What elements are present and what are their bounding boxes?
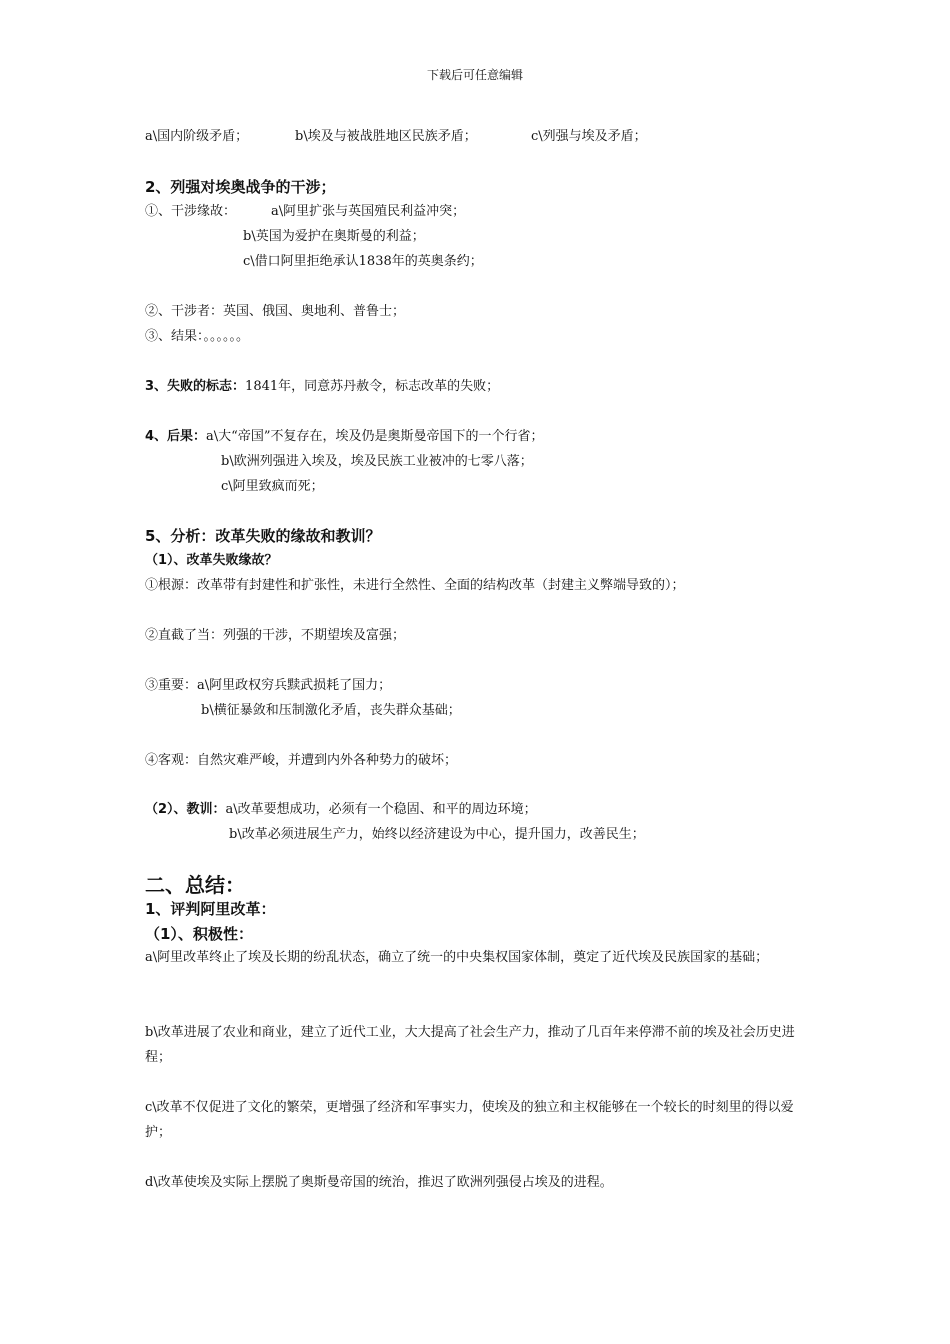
failure-reasons-title: （1）、改革失败缘故？ [145, 553, 278, 568]
section-4 [145, 428, 543, 446]
section-3 [145, 378, 499, 396]
section-3-label: 3、失败的标志： [145, 379, 246, 394]
summary-evaluation-title: 1、评判阿里改革： [145, 900, 276, 918]
direct-cause: ②直截了当：列强的干涉，不期望埃及富强； [145, 628, 406, 643]
objective-cause: ④客观：自然灾难严峻，并遭到内外各种势力的破坏； [145, 753, 458, 768]
main-cause-b: b\横征暴敛和压制激化矛盾，丧失群众基础； [201, 703, 461, 718]
section-2-title: 2、列强对埃奥战争的干涉； [145, 178, 336, 196]
intervention-reason-b: b\英国为爱护在奥斯曼的利益； [243, 229, 425, 244]
summary-point-b: b\改革进展了农业和商业，建立了近代工业，大大提高了社会生产力，推动了几百年来停滞不前的埃及社会历史进程； [145, 1025, 795, 1065]
intervention-result: ③、结果：。。。。。。 [145, 329, 250, 344]
intervention-reason-label: ①、干涉缘故： [145, 204, 237, 219]
lesson-a: a\改革要想成功，必须有一个稳固、和平的周边环境； [225, 802, 537, 817]
intervention-reason-c: c\借口阿里拒绝承认1838年的英奥条约； [243, 254, 483, 269]
consequence-c: c\阿里致疯而死； [221, 479, 324, 494]
summary-positive-title: （1）、积极性： [145, 925, 253, 943]
root-cause: ①根源：改革带有封建性和扩张性，未进行全然性、全面的结构改革（封建主义弊端导致的）； [145, 578, 685, 593]
conflict-c: c\列强与埃及矛盾； [531, 129, 647, 144]
summary-title: 二、总结： [145, 873, 245, 897]
conflict-a: a\国内阶级矛盾； [145, 129, 249, 144]
consequence-a: a\大“帝国”不复存在，埃及仍是奥斯曼帝国下的一个行省； [206, 429, 544, 444]
section-4-label: 4、后果： [145, 429, 207, 444]
conflict-b: b\埃及与被战胜地区民族矛盾； [295, 129, 477, 144]
page-header: 下载后可任意编辑 [426, 68, 523, 82]
main-cause [145, 677, 391, 695]
main-cause-label: ③重要： [145, 678, 198, 693]
section-3-text: 1841年，同意苏丹赦令，标志改革的失败； [245, 379, 500, 394]
intervenors: ②、干涉者：英国、俄国、奥地利、普鲁士； [145, 304, 406, 319]
lessons [145, 801, 537, 819]
section-5-title: 5、分析：改革失败的缘故和教训？ [145, 527, 381, 545]
lesson-b: b\改革必须进展生产力，始终以经济建设为中心，提升国力，改善民生； [229, 827, 645, 842]
lessons-label: （2）、教训： [145, 802, 226, 817]
summary-point-d: d\改革使埃及实际上摆脱了奥斯曼帝国的统治，推迟了欧洲列强侵占埃及的进程。 [145, 1175, 613, 1190]
consequence-b: b\欧洲列强进入埃及，埃及民族工业被冲的七零八落； [221, 454, 533, 469]
summary-point-c: c\改革不仅促进了文化的繁荣，更增强了经济和军事实力，使埃及的独立和主权能够在一个较长的时刻里的得以爱护； [145, 1100, 794, 1140]
intervention-reason-a: a\阿里扩张与英国殖民利益冲突； [271, 204, 466, 219]
main-cause-a: a\阿里政权穷兵黩武损耗了国力； [197, 678, 392, 693]
summary-point-a: a\阿里改革终止了埃及长期的纷乱状态，确立了统一的中央集权国家体制，奠定了近代埃及民族国家的基础； [145, 950, 769, 965]
